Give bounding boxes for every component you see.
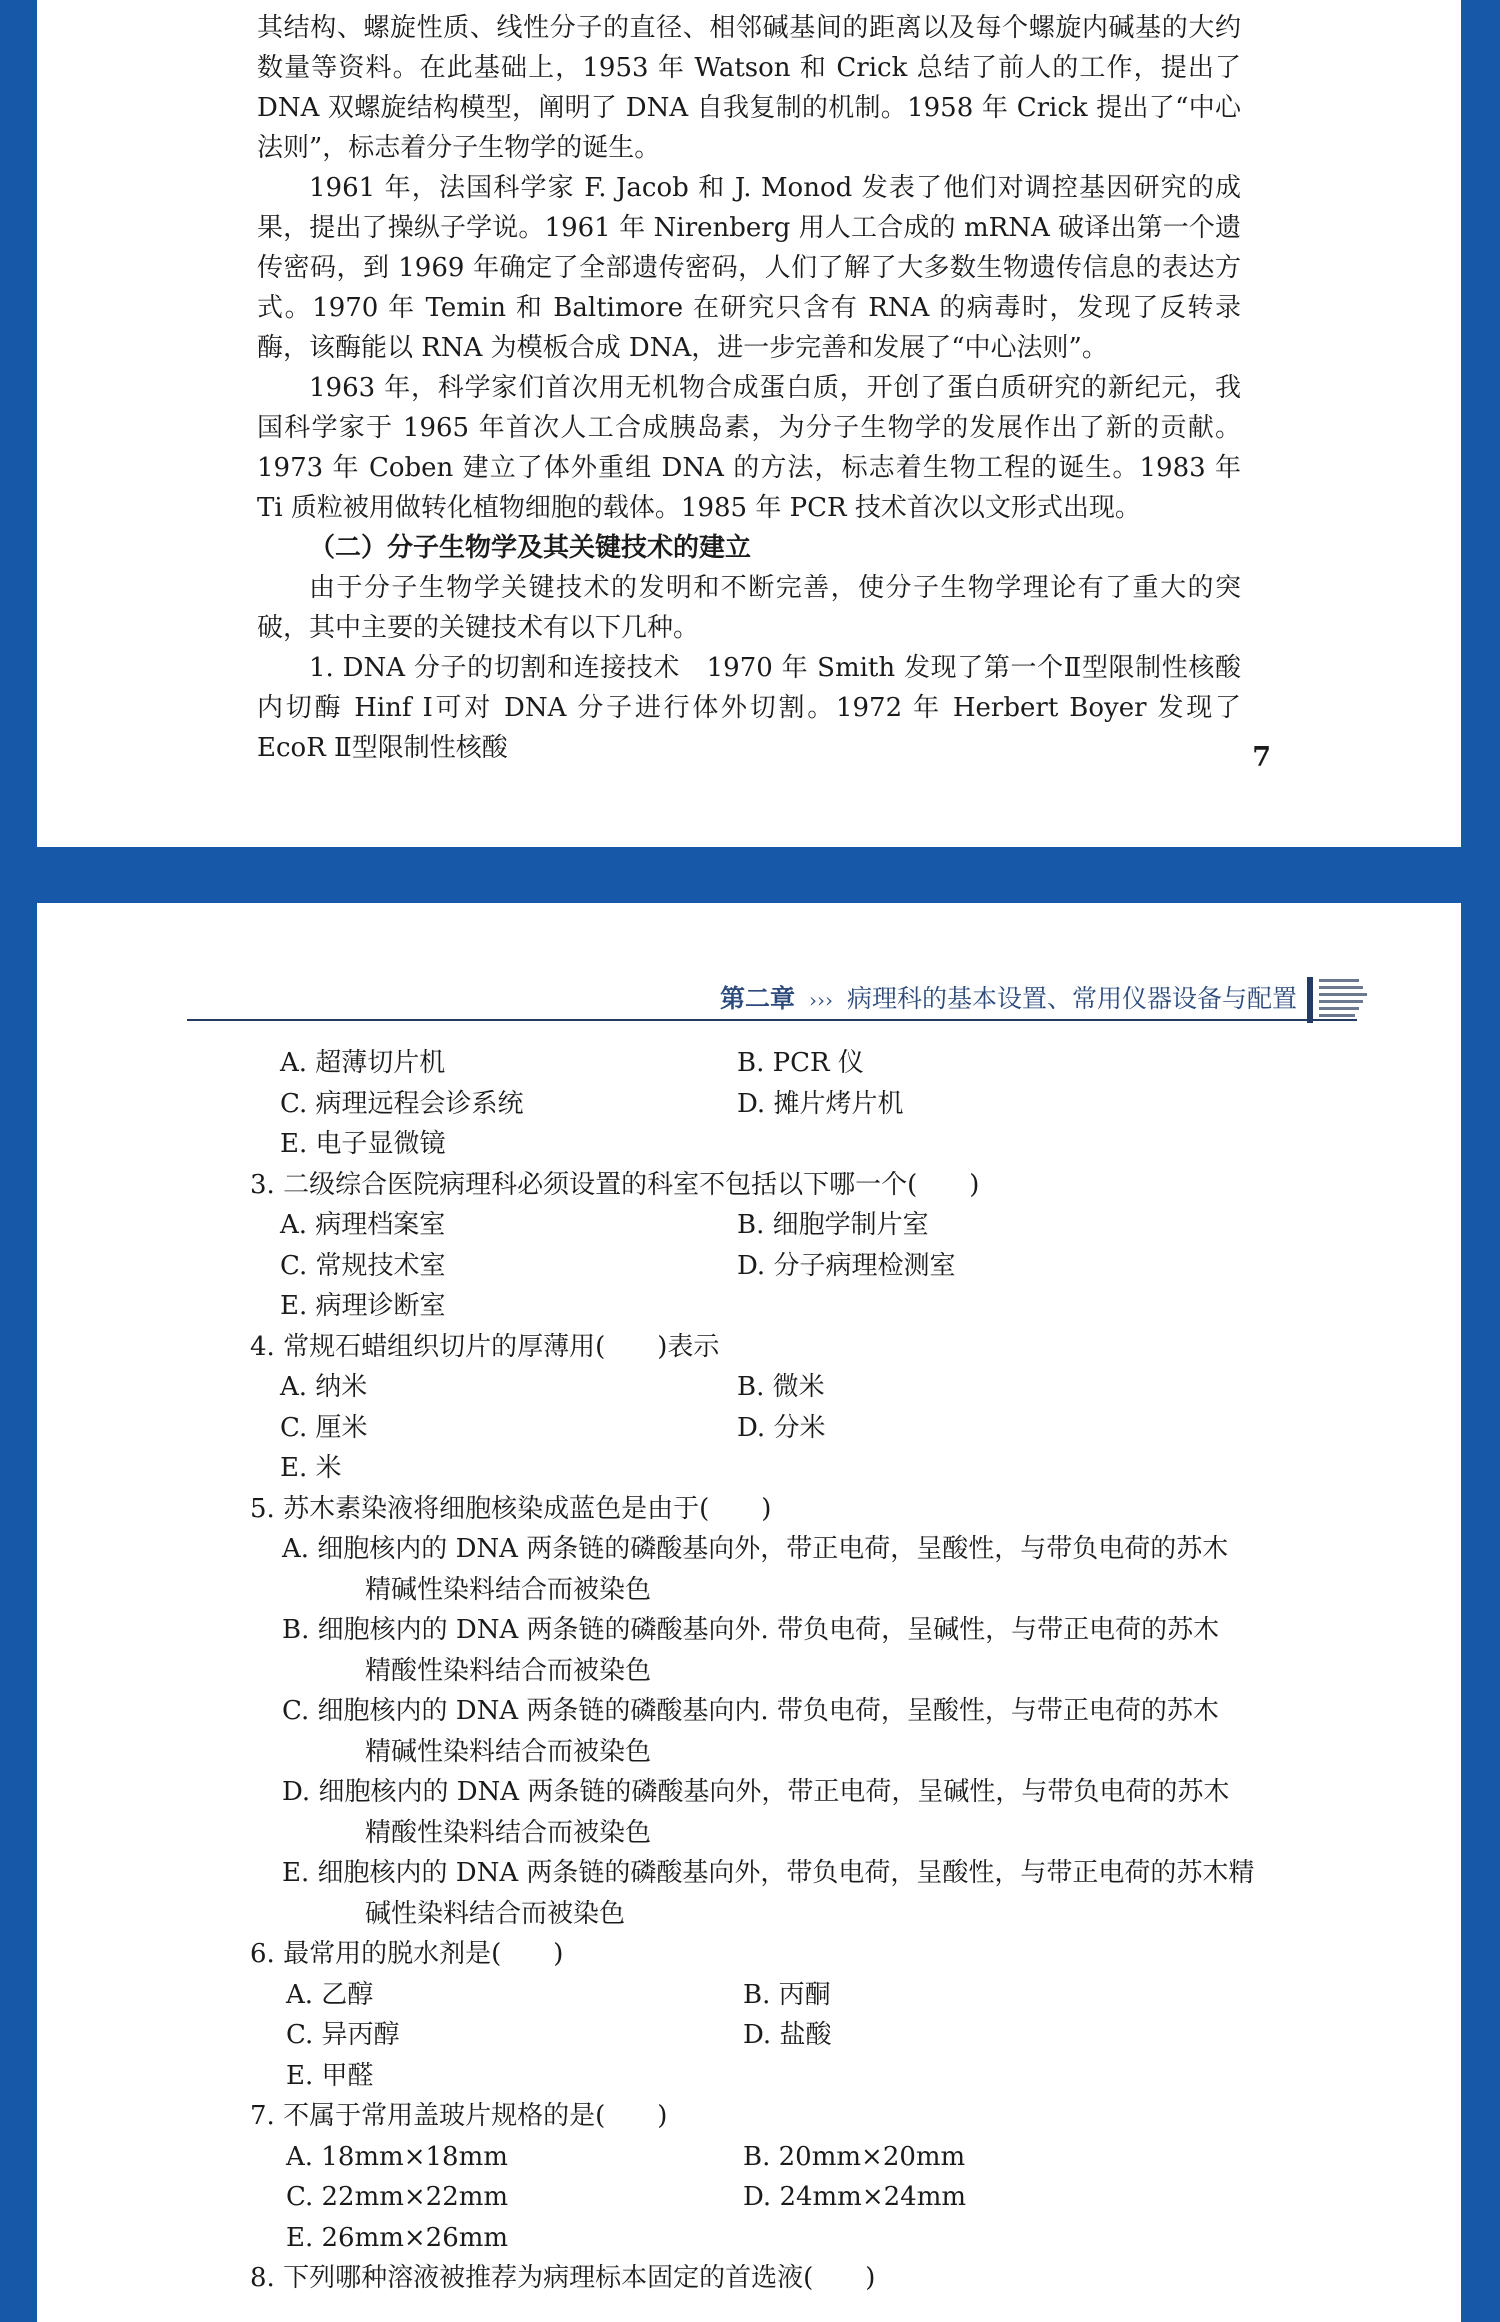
- answer-option: A. 乙醇: [286, 1979, 374, 2010]
- answer-option: C. 病理远程会诊系统: [280, 1088, 524, 1119]
- paragraph-2: 1961 年，法国科学家 F. Jacob 和 J. Monod 发表了他们对调控基因研究的成果，提出了操纵子学说。1961 年 Nirenberg 用人工合成的 mRNA 破译出第一个遗传密码，到 1969 年确定了全部遗传密码，人们了解了大多数生物遗传信息的表达方式。1970 年 Temin 和 Baltimore 在研究只含有 RNA 的病毒时，发现了反转录酶，该酶能以 RNA 为模板合成 DNA，进一步完善和发展了“中心法则”。: [257, 173, 1241, 363]
- answer-option: D. 24mm×24mm: [743, 2182, 967, 2212]
- question-stem: 8. 下列哪种溶液被推荐为病理标本固定的首选液( ): [250, 2263, 876, 2293]
- paragraph-1: 其结构、螺旋性质、线性分子的直径、相邻碱基间的距离以及每个螺旋内碱基的大约数量等资料。在此基础上，1953 年 Watson 和 Crick 总结了前人的工作，提出了 DNA 双螺旋结构模型，阐明了 DNA 自我复制的机制。1958 年 Crick 提出了“中心法则”，标志着分子生物学的诞生。: [257, 13, 1241, 163]
- running-header: [187, 973, 1367, 1023]
- answer-option: D. 细胞核内的 DNA 两条链的磷酸基向外，带正电荷，呈碱性，与带负电荷的苏木: [282, 1777, 1230, 1807]
- paragraph-3: 1963 年，科学家们首次用无机物合成蛋白质，开创了蛋白质研究的新纪元，我国科学家于 1965 年首次人工合成胰岛素，为分子生物学的发展作出了新的贡献。1973 年 Coben 建立了体外重组 DNA 的方法，标志着生物工程的诞生。1983 年 Ti 质粒被用做转化植物细胞的载体。1985 年 PCR 技术首次以文形式出现。: [257, 373, 1241, 523]
- answer-option: E. 甲醛: [286, 2060, 374, 2091]
- answer-option: E. 电子显微镜: [280, 1129, 446, 1159]
- book-page-lower: [37, 903, 1461, 2322]
- answer-option: E. 细胞核内的 DNA 两条链的磷酸基向外，带负电荷，呈酸性，与带正电荷的苏木精: [282, 1858, 1255, 1888]
- answer-option: 精碱性染料结合而被染色: [365, 1574, 652, 1605]
- answer-option: B. 细胞核内的 DNA 两条链的磷酸基向外. 带负电荷，呈碱性，与带正电荷的苏木: [282, 1615, 1220, 1645]
- page-number: 7: [1252, 742, 1271, 773]
- answer-option: 精酸性染料结合而被染色: [365, 1817, 652, 1848]
- header-bars-ornament: [1307, 977, 1367, 1021]
- question-stem: 3. 二级综合医院病理科必须设置的科室不包括以下哪一个( ): [250, 1169, 980, 1200]
- header-text: [720, 979, 1297, 1015]
- answer-option: C. 22mm×22mm: [286, 2182, 509, 2212]
- question-stem: 4. 常规石蜡组织切片的厚薄用( )表示: [250, 1331, 720, 1362]
- answer-option: D. 分米: [737, 1412, 826, 1443]
- header-rule: [187, 1019, 1357, 1021]
- answer-option: C. 细胞核内的 DNA 两条链的磷酸基向内. 带负电荷，呈酸性，与带正电荷的苏木: [282, 1696, 1219, 1726]
- answer-option: A. 细胞核内的 DNA 两条链的磷酸基向外，带正电荷，呈酸性，与带负电荷的苏木: [282, 1534, 1229, 1564]
- answer-option: D. 摊片烤片机: [737, 1088, 904, 1119]
- chevrons-icon: ›››: [808, 988, 833, 1012]
- chapter-label: 第二章: [719, 984, 795, 1013]
- answer-option: B. PCR 仪: [737, 1048, 864, 1078]
- answer-option: E. 26mm×26mm: [286, 2222, 509, 2253]
- answer-option: E. 米: [280, 1453, 342, 1483]
- answer-option: A. 超薄切片机: [280, 1048, 446, 1078]
- answer-option: C. 厘米: [280, 1412, 368, 1443]
- answer-option: D. 分子病理检测室: [737, 1250, 956, 1281]
- chapter-title: 病理科的基本设置、常用仪器设备与配置: [846, 984, 1297, 1013]
- answer-option: D. 盐酸: [743, 2020, 832, 2050]
- paragraph-5: 1. DNA 分子的切割和连接技术 1970 年 Smith 发现了第一个Ⅱ型限制性核酸内切酶 Hinf Ⅰ可对 DNA 分子进行体外切割。1972 年 Herbert Boyer 发现了 EcoR Ⅱ型限制性核酸: [257, 653, 1241, 763]
- answer-option: 精碱性染料结合而被染色: [365, 1736, 652, 1767]
- answer-option: E. 病理诊断室: [280, 1291, 446, 1321]
- answer-option: B. 20mm×20mm: [743, 2141, 966, 2172]
- paragraph-4: 由于分子生物学关键技术的发明和不断完善，使分子生物学理论有了重大的突破，其中主要的关键技术有以下几种。: [257, 573, 1241, 643]
- answer-option: B. 微米: [737, 1372, 825, 1402]
- question-stem: 5. 苏木素染液将细胞核染成蓝色是由于( ): [250, 1493, 772, 1524]
- answer-option: B. 细胞学制片室: [737, 1210, 929, 1240]
- answer-option: C. 异丙醇: [286, 2020, 400, 2050]
- answer-option: 精酸性染料结合而被染色: [365, 1655, 652, 1686]
- book-page-upper: [37, 0, 1461, 847]
- section-heading: （二）分子生物学及其关键技术的建立: [309, 533, 752, 563]
- answer-option: C. 常规技术室: [280, 1250, 446, 1281]
- question-stem: 7. 不属于常用盖玻片规格的是( ): [250, 2101, 668, 2131]
- question-stem: 6. 最常用的脱水剂是( ): [250, 1939, 564, 1969]
- answer-option: 碱性染料结合而被染色: [365, 1898, 626, 1929]
- answer-option: A. 病理档案室: [280, 1210, 446, 1240]
- answer-option: A. 纳米: [280, 1372, 368, 1402]
- answer-option: A. 18mm×18mm: [286, 2141, 508, 2172]
- answer-option: B. 丙酮: [743, 1979, 831, 2010]
